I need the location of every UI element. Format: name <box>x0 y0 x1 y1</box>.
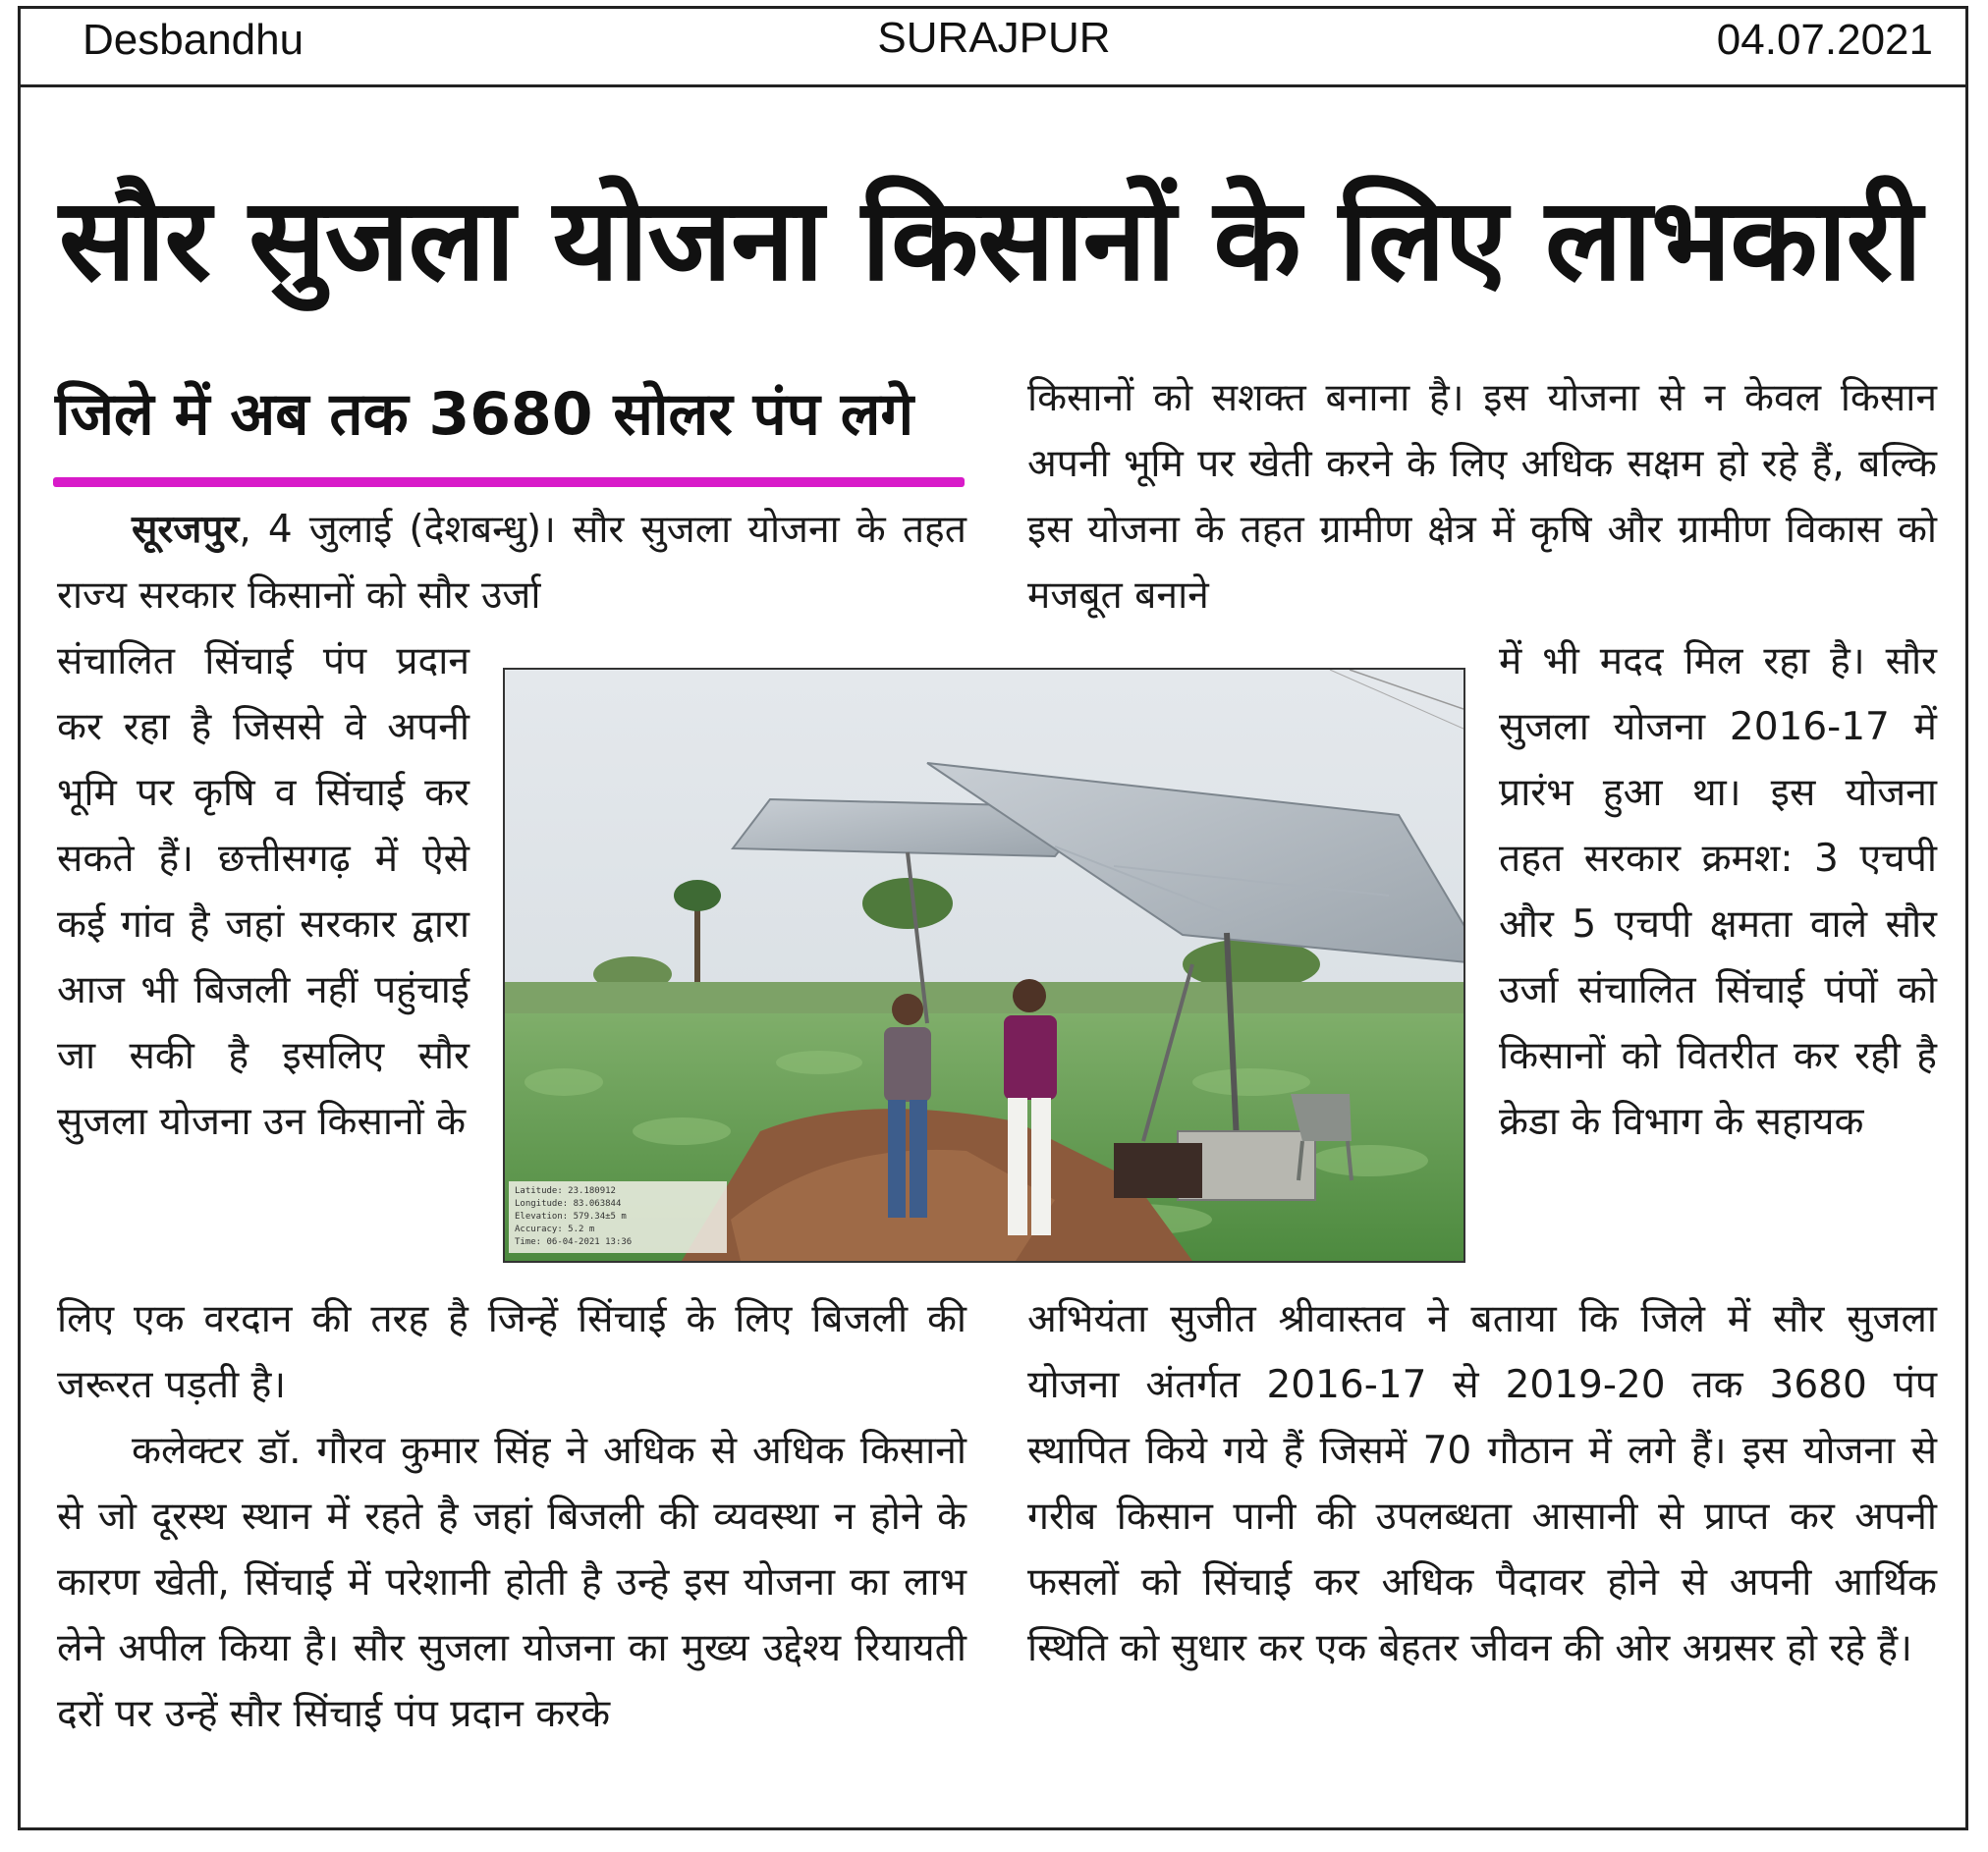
newspaper-name: Desbandhu <box>83 16 304 64</box>
column1-narrow-text: संचालित सिंचाई पंप प्रदान कर रहा है जिससे वे अपनी भूमि पर कृषि व सिंचाई कर सकते हैं। छत्तीसगढ़ में ऐसे कई गांव है जहां सरकार द्वारा आज भी बिजली नहीं पहुंचाई जा सकी है इसलिए सौर सुजला योजना उन किसानों के <box>57 639 469 1144</box>
column2-bottom <box>1027 1286 1937 1681</box>
article-headline: सौर सुजला योजना किसानों के लिए लाभकारी <box>59 174 1922 306</box>
article-photo <box>503 668 1465 1263</box>
column1-intro <box>57 497 966 628</box>
publication-date: 04.07.2021 <box>1716 16 1933 64</box>
intro-text: , 4 जुलाई (देशबन्धु)। सौर सुजला योजना के तहत राज्य सरकार किसानों को सौर उर्जा <box>57 508 966 618</box>
column1-bottom-para2: कलेक्टर डॉ. गौरव कुमार सिंह ने अधिक से अधिक किसानो से जो दूरस्थ स्थान में रहते है जहां बिजली की व्यवस्था न होने के कारण खेती, सिंचाई में परेशानी होती है उन्हे इस योजना का लाभ लेने अपील किया है। सौर सुजला योजना का मुख्य उद्देश्य रियायती दरों पर उन्हें सौर सिंचाई पंप प्रदान करके <box>57 1429 966 1736</box>
column1-bottom-para1: लिए एक वरदान की तरह है जिन्हें सिंचाई के लिए बिजली की जरूरत पड़ती है। <box>57 1297 966 1407</box>
column2-top-text: किसानों को सशक्त बनाना है। इस योजना से न केवल किसान अपनी भूमि पर खेती करने के लिए अधिक सक्षम हो रहे हैं, बल्कि इस योजना के तहत ग्रामीण क्षेत्र में कृषि और ग्रामीण विकास को मजबूत बनाने <box>1027 376 1937 618</box>
column2-bottom-text: अभियंता सुजीत श्रीवास्तव ने बताया कि जिले में सौर सुजला योजना अंतर्गत 2016-17 से 2019-20 तक 3680 पंप स्थापित किये गये हैं जिसमें 70 गौठान में लगे हैं। इस योजना से गरीब किसान पानी की उपलब्धता आसानी से प्राप्त कर अपनी फसलों को सिंचाई कर अधिक पैदावर होने से अपनी आर्थिक स्थिति को सुधार कर एक बेहतर जीवन की ओर अग्रसर हो रहे हैं। <box>1027 1297 1937 1670</box>
geotag-latitude: Latitude: 23.180912 <box>515 1186 616 1196</box>
edition-location: SURAJPUR <box>877 14 1111 62</box>
solar-pump-photo <box>505 670 1463 1261</box>
geotag-elevation: Elevation: 579.34±5 m <box>515 1212 627 1222</box>
column1-bottom <box>57 1286 966 1747</box>
geotag-time: Time: 06-04-2021 13:36 <box>515 1237 633 1247</box>
header-divider <box>18 84 1968 87</box>
geotag-accuracy: Accuracy: 5.2 m <box>515 1225 595 1234</box>
geotag-longitude: Longitude: 83.063844 <box>515 1199 622 1209</box>
dateline: सूरजपुर <box>132 508 240 552</box>
article-subheadline: जिले में अब तक 3680 सोलर पंप लगे <box>55 380 914 449</box>
column2-narrow <box>1499 628 1937 1155</box>
column2-narrow-text: में भी मदद मिल रहा है। सौर सुजला योजना 2016-17 में प्रारंभ हुआ था। इस योजना तहत सरकार क्रमश: 3 एचपी और 5 एचपी क्षमता वाले सौर उर्जा संचालित सिंचाई पंपों को किसानों को वितरीत कर रही है क्रेडा के विभाग के सहायक <box>1499 639 1937 1144</box>
column1-narrow <box>57 628 469 1155</box>
subheadline-underline <box>53 477 965 487</box>
geotag-overlay <box>509 1181 727 1253</box>
column2-top <box>1027 365 1937 628</box>
